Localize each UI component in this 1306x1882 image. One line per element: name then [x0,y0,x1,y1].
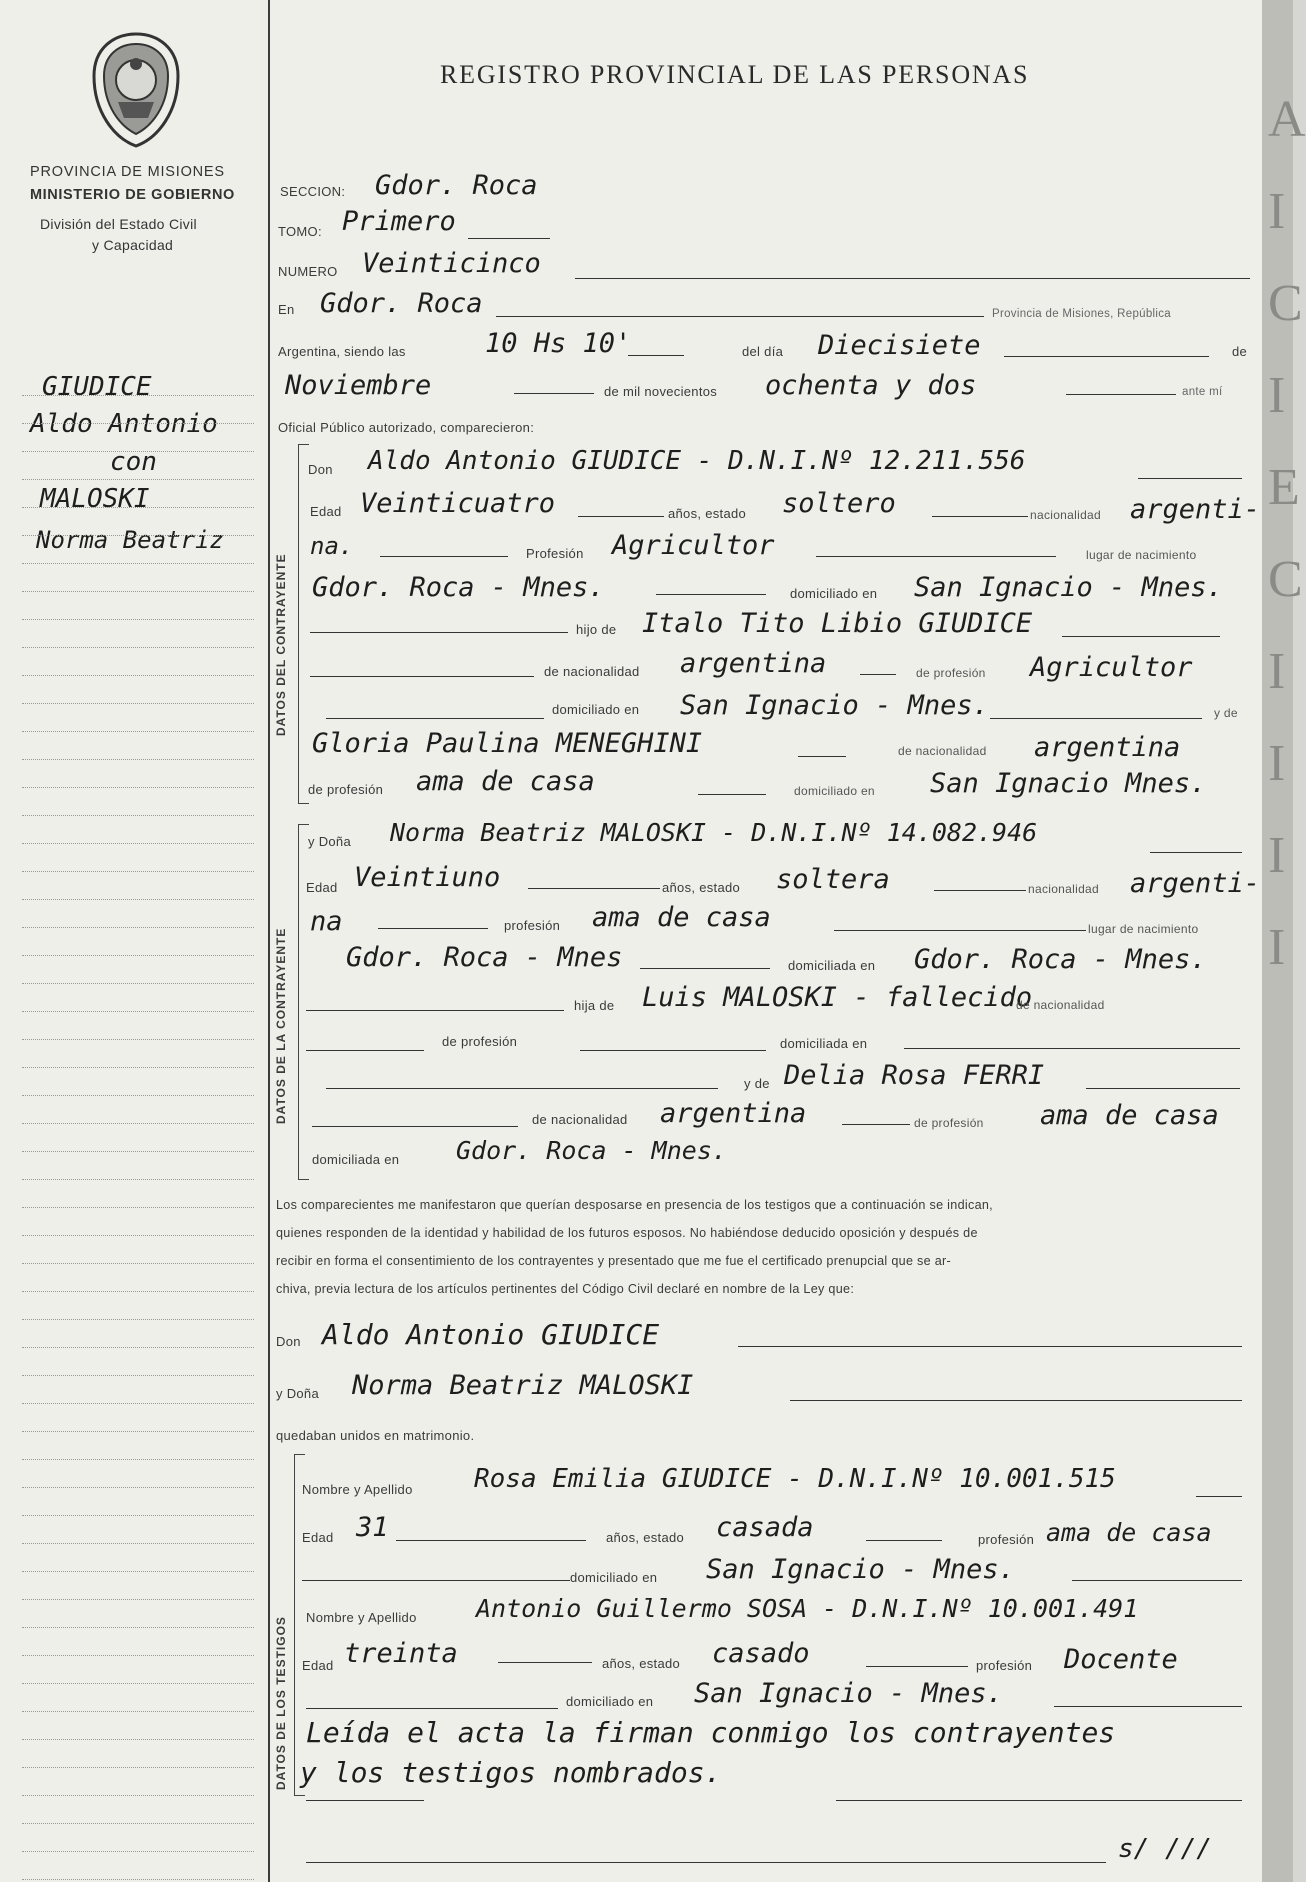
groom-madre-prof: ama de casa [416,766,595,797]
groom-madre-nac: argentina [1034,732,1181,763]
consent-paragraph-line: chiva, previa lectura de los artículos pertinentes del Código Civil declaré en nombre de la Ley que: [276,1282,855,1296]
quedaban-label: quedaban unidos en matrimonio. [276,1428,475,1443]
hijo-de-label: hijo de [576,622,617,637]
margin-dotted-rule [22,899,254,900]
don-label-2: Don [276,1334,301,1349]
margin-note-line: con [110,447,157,477]
margin-dotted-rule [22,759,254,760]
bride-name: Norma Beatriz MALOSKI - D.N.I.Nº 14.082.946 [390,818,1038,847]
mes-value: Noviembre [285,370,432,401]
groom-padre-dom: San Ignacio - Mnes. [680,690,989,721]
edad-label: Edad [310,504,342,519]
domiciliada-label-2: domiciliada en [780,1036,868,1051]
margin-dotted-rule [22,843,254,844]
margin-dotted-rule [22,619,254,620]
witness-1-name: Rosa Emilia GIUDICE - D.N.I.Nº 10.001.515 [474,1464,1116,1494]
domiciliado-label-3: domiciliado en [794,784,875,798]
consent-paragraph-line: Los comparecientes me manifestaron que querían desposarse en presencia de los testigos que a continuación se indican, [276,1198,993,1212]
groom-nac-cont: na. [310,532,354,560]
en-value: Gdor. Roca [320,288,483,319]
margin-dotted-rule [22,1431,254,1432]
y-dona-label: y Doña [308,834,351,849]
edad-label-2: Edad [306,880,338,895]
edge-letter: C [1268,275,1303,332]
profesion-label: Profesión [526,546,584,561]
edge-letter: C [1268,551,1303,608]
ante-mi-label: ante mí [1182,386,1223,398]
margin-dotted-rule [22,1459,254,1460]
groom-profesion: Agricultor [612,530,775,561]
numero-label: NUMERO [278,264,338,279]
domiciliado-label-5: domiciliado en [566,1694,654,1709]
margin-dotted-rule [22,1823,254,1824]
witness-1-estado: casada [716,1512,814,1543]
groom-edad: Veinticuatro [360,488,556,519]
bride-lugar: Gdor. Roca - Mnes [346,942,623,973]
margin-dotted-rule [22,1151,254,1152]
witness-2-domicilio: San Ignacio - Mnes. [694,1678,1003,1709]
margin-dotted-rule [22,1095,254,1096]
witnesses-bracket [294,1454,305,1796]
margin-divider [268,0,270,1882]
profesion-label-4: profesión [976,1658,1033,1673]
groom-name: Aldo Antonio GIUDICE - D.N.I.Nº 12.211.556 [368,446,1026,476]
bride-nac-cont: na [310,906,343,937]
margin-dotted-rule [22,1879,254,1880]
margin-dotted-rule [22,1543,254,1544]
bride-madre-prof: ama de casa [1040,1100,1219,1131]
groom-domicilio: San Ignacio - Mnes. [914,572,1223,603]
y-de-label-2: y de [744,1076,770,1091]
argentina-siendo-label: Argentina, siendo las [278,344,406,359]
margin-dotted-rule [22,871,254,872]
seccion-label: SECCION: [280,184,346,199]
margin-dotted-rule [22,647,254,648]
groom-madre: Gloria Paulina MENEGHINI [312,728,703,759]
margin-dotted-rule [22,507,254,508]
margin-dotted-rule [22,1263,254,1264]
margin-dotted-rule [22,787,254,788]
division-label-2: y Capacidad [92,237,174,253]
margin-dotted-rule [22,1039,254,1040]
margin-dotted-rule [22,983,254,984]
end-mark: s/ /// [1118,1834,1212,1864]
bride-domicilio: Gdor. Roca - Mnes. [914,944,1207,975]
bride-madre-dom: Gdor. Roca - Mnes. [456,1136,727,1165]
margin-dotted-rule [22,1683,254,1684]
domiciliado-label: domiciliado en [790,586,878,601]
margin-dotted-rule [22,1599,254,1600]
margin-dotted-rule [22,479,254,480]
bride-edad: Veintiuno [354,862,501,893]
en-label: En [278,302,295,317]
y-dona-label-2: y Doña [276,1386,319,1401]
lugar-nac-label: lugar de nacimiento [1086,548,1197,562]
ministry-label: MINISTERIO DE GOBIERNO [30,187,235,203]
y-de-label: y de [1214,706,1238,720]
margin-dotted-rule [22,1347,254,1348]
de-profesion-label-2: de profesión [308,782,384,797]
margin-note-line: Norma Beatriz [36,526,224,554]
groom-estado: soltero [782,488,896,519]
margin-dotted-rule [22,1403,254,1404]
margin-dotted-rule [22,1571,254,1572]
margin-dotted-rule [22,815,254,816]
nacionalidad-label: nacionalidad [1030,508,1101,522]
profesion-label-2: profesión [504,918,561,933]
dia-value: Diecisiete [818,330,981,361]
witness-2-edad: treinta [344,1638,458,1669]
provincia-label: Provincia de Misiones, República [992,308,1171,320]
domiciliada-label-3: domiciliada en [312,1152,400,1167]
groom-lugar: Gdor. Roca - Mnes. [312,572,605,603]
nacionalidad-label-2: nacionalidad [1028,882,1099,896]
margin-dotted-rule [22,1375,254,1376]
witness-1-edad: 31 [356,1512,389,1543]
margin-dotted-rule [22,731,254,732]
margin-dotted-rule [22,1011,254,1012]
margin-dotted-rule [22,1515,254,1516]
edge-letter: I [1268,735,1286,792]
margin-dotted-rule [22,1207,254,1208]
margin-dotted-rule [22,1711,254,1712]
margin-dotted-rule [22,955,254,956]
oficial-label: Oficial Público autorizado, comparecieron: [278,420,535,435]
margin-dotted-rule [22,927,254,928]
groom-madre-dom: San Ignacio Mnes. [930,768,1207,799]
de-profesion-label-4: de profesión [914,1116,984,1130]
groom-section-label: DATOS DEL CONTRAYENTE [274,553,288,736]
bride-madre: Delia Rosa FERRI [784,1060,1045,1091]
margin-dotted-rule [22,1655,254,1656]
hora-value: 10 Hs 10' [485,328,632,359]
margin-dotted-rule [22,451,254,452]
margin-dotted-rule [22,1235,254,1236]
margin-dotted-rule [22,1739,254,1740]
declared-don: Aldo Antonio GIUDICE [322,1318,660,1351]
closing-line: Leída el acta la firman conmigo los contrayentes [306,1716,1116,1749]
register-title: REGISTRO PROVINCIAL DE LAS PERSONAS [440,60,1030,89]
margin-note-line: MALOSKI [40,484,150,514]
domiciliada-label: domiciliada en [788,958,876,973]
edge-letter: A [1268,91,1306,148]
edge-letter: I [1268,367,1286,424]
margin-dotted-rule [22,1487,254,1488]
edad-label-3: Edad [302,1530,334,1545]
nombre-apellido-label: Nombre y Apellido [302,1482,413,1497]
witness-1-profesion: ama de casa [1046,1518,1212,1547]
division-label: División del Estado Civil [40,216,197,232]
bride-section-label: DATOS DE LA CONTRAYENTE [274,927,288,1124]
margin-dotted-rule [22,703,254,704]
witness-2-name: Antonio Guillermo SOSA - D.N.I.Nº 10.001.491 [476,1594,1139,1623]
anos-estado-label-2: años, estado [662,880,741,895]
tomo-label: TOMO: [278,224,322,239]
de-mil-label: de mil novecientos [604,384,718,399]
margin-note-line: Aldo Antonio [30,409,218,439]
witness-2-estado: casado [712,1638,810,1669]
de-profesion-label-3: de profesión [442,1034,518,1049]
tomo-value: Primero [342,206,456,237]
groom-bracket [298,444,309,804]
edge-letter: I [1268,919,1286,976]
bride-nac: argenti- [1130,868,1261,899]
margin-dotted-rule [22,423,254,424]
margin-dotted-rule [22,535,254,536]
witness-1-domicilio: San Ignacio - Mnes. [706,1554,1015,1585]
groom-padre-nac: argentina [680,648,827,679]
margin-dotted-rule [22,1795,254,1796]
margin-dotted-rule [22,1319,254,1320]
province-label: PROVINCIA DE MISIONES [30,164,225,180]
de-nac-label: de nacionalidad [544,664,640,679]
groom-padre: Italo Tito Libio GIUDICE [642,608,1033,639]
hija-de-label: hija de [574,998,615,1013]
de-nac-label-3: de nacionalidad [1016,998,1105,1012]
de-profesion-label: de profesión [916,666,986,680]
margin-dotted-rule [22,563,254,564]
witnesses-section-label: DATOS DE LOS TESTIGOS [274,1616,288,1790]
margin-dotted-rule [22,591,254,592]
edad-label-4: Edad [302,1658,334,1673]
numero-value: Veinticinco [362,248,541,279]
lugar-nac-label-2: lugar de nacimiento [1088,922,1199,936]
edge-letter: I [1268,827,1286,884]
edge-letter: I [1268,643,1286,700]
witness-2-profesion: Docente [1064,1644,1178,1675]
bride-padre: Luis MALOSKI - fallecido [642,982,1033,1013]
domiciliado-label-4: domiciliado en [570,1570,658,1585]
de-label: de [1232,344,1248,359]
del-dia-label: del día [742,344,784,359]
bride-madre-nac: argentina [660,1098,807,1129]
domiciliado-label-2: domiciliado en [552,702,640,717]
margin-dotted-rule [22,1179,254,1180]
consent-paragraph-line: recibir en forma el consentimiento de los contrayentes y presentado que me fue el certificado prenupcial que se ar- [276,1254,952,1268]
bride-estado: soltera [776,864,890,895]
margin-dotted-rule [22,1627,254,1628]
margin-dotted-rule [22,1767,254,1768]
profesion-label-3: profesión [978,1532,1035,1547]
anos-estado-label: años, estado [668,506,747,521]
nombre-apellido-label-2: Nombre y Apellido [306,1610,417,1625]
anos-estado-label-3: años, estado [606,1530,685,1545]
de-nac-label-4: de nacionalidad [532,1112,628,1127]
margin-dotted-rule [22,1851,254,1852]
margin-note-line: GIUDICE [42,372,152,402]
anos-estado-label-4: años, estado [602,1656,681,1671]
anio-value: ochenta y dos [765,370,977,401]
bride-profesion: ama de casa [592,902,771,933]
groom-padre-prof: Agricultor [1030,652,1193,683]
declared-dona: Norma Beatriz MALOSKI [352,1370,694,1401]
seccion-value: Gdor. Roca [375,170,538,201]
margin-dotted-rule [22,395,254,396]
closing-line-2: y los testigos nombrados. [300,1756,722,1789]
margin-dotted-rule [22,1291,254,1292]
margin-dotted-rule [22,1123,254,1124]
consent-paragraph-line: quienes responden de la identidad y habilidad de los futuros esposos. No habiéndose deducido oposición y después de [276,1226,978,1240]
de-nac-label-2: de nacionalidad [898,744,987,758]
provincial-seal-icon [88,30,184,150]
edge-letter: I [1268,183,1286,240]
groom-nac: argenti- [1130,494,1261,525]
edge-letter: E [1268,459,1300,516]
margin-dotted-rule [22,675,254,676]
bride-bracket [298,824,309,1180]
margin-dotted-rule [22,1067,254,1068]
don-label: Don [308,462,333,477]
